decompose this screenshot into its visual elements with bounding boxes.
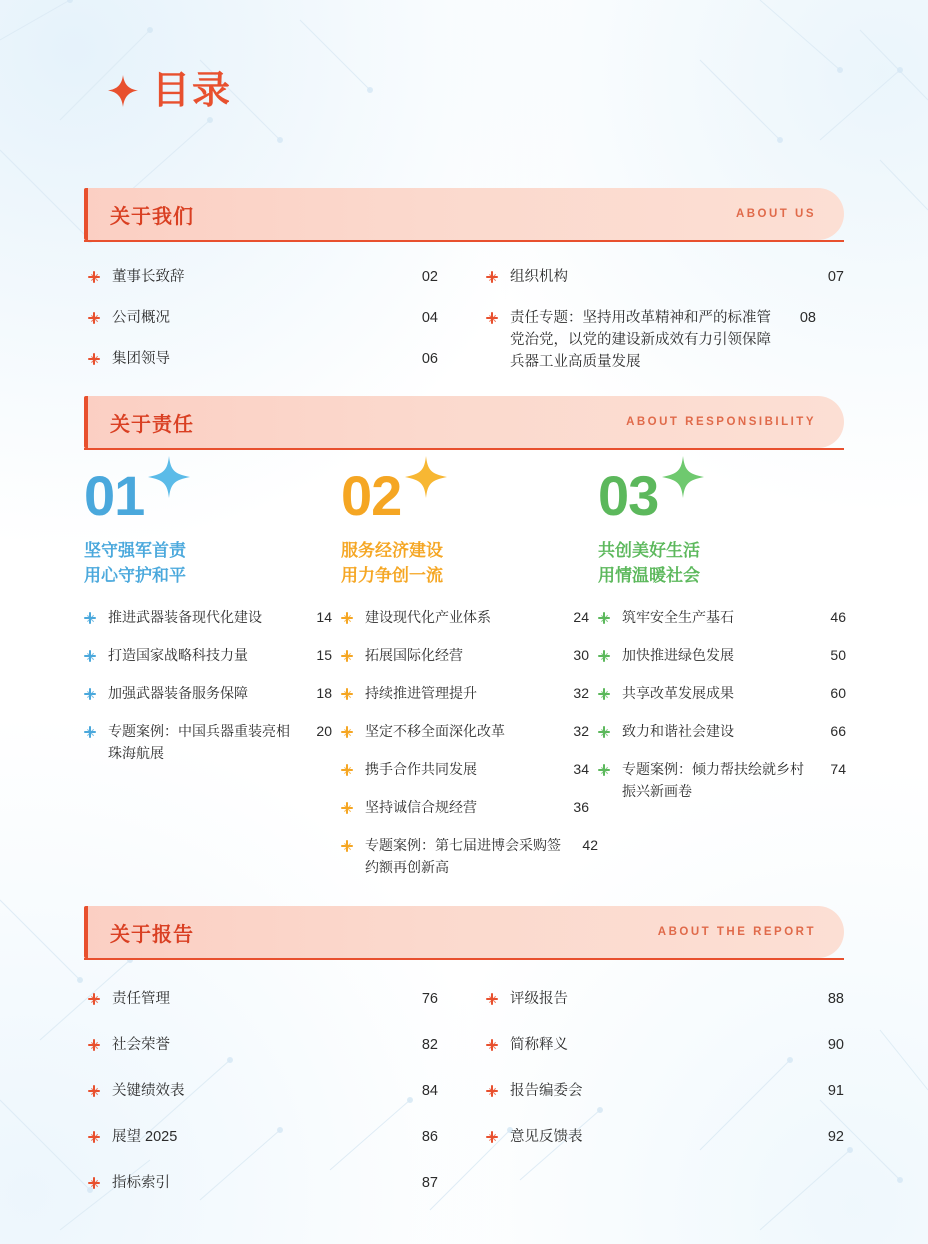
pillar-heading-line2: 用心守护和平 — [84, 566, 186, 585]
section-rule-about-us — [84, 240, 844, 242]
sparkle-icon — [108, 75, 138, 107]
toc-entry-page: 32 — [573, 723, 589, 739]
pillar-heading-line2: 用情温暖社会 — [598, 566, 700, 585]
toc-list-about-us-right — [486, 266, 844, 390]
toc-entry-label: 简称释义 — [510, 1037, 568, 1053]
pillar-heading — [84, 538, 341, 588]
section-rule-about-report — [84, 958, 844, 960]
toc-entry-label: 持续推进管理提升 — [365, 685, 477, 701]
toc-entry[interactable] — [84, 720, 341, 764]
pillar-items — [341, 606, 598, 878]
toc-entry-label: 共享改革发展成果 — [622, 685, 734, 701]
page-title — [108, 72, 232, 110]
toc-entry[interactable] — [88, 1172, 438, 1196]
toc-entry[interactable] — [341, 720, 598, 744]
toc-entry-page: 06 — [421, 351, 438, 367]
toc-entry-label: 坚持诚信合规经营 — [365, 799, 477, 815]
star-bullet-icon — [598, 682, 614, 706]
toc-entry[interactable] — [88, 988, 438, 1012]
sparkle-icon — [660, 454, 706, 500]
toc-entry[interactable] — [598, 720, 855, 744]
toc-entry-label: 专题案例：倾力帮扶绘就乡村振兴新画卷 — [622, 761, 804, 799]
toc-entry[interactable] — [486, 266, 844, 290]
toc-entry-label: 报告编委会 — [510, 1083, 583, 1099]
toc-entry[interactable] — [84, 682, 341, 706]
pillar-column-03 — [598, 464, 855, 892]
toc-entry-page: 82 — [421, 1037, 438, 1053]
sparkle-icon — [146, 454, 192, 500]
section-banner-about-responsibility — [84, 396, 844, 448]
section-banner-about-us — [84, 188, 844, 240]
section-rule-about-responsibility — [84, 448, 844, 450]
toc-entry-label: 意见反馈表 — [510, 1129, 583, 1145]
toc-entry-page: 76 — [421, 991, 438, 1007]
toc-entry-label: 筑牢安全生产基石 — [622, 609, 734, 625]
star-bullet-icon — [486, 266, 502, 290]
toc-entry[interactable] — [486, 1080, 844, 1104]
toc-entry-label: 专题案例：中国兵器重装亮相珠海航展 — [108, 723, 290, 761]
star-bullet-icon — [88, 348, 104, 372]
toc-entry-page: 86 — [421, 1129, 438, 1145]
pillar-heading-line1: 坚守强军首责 — [84, 541, 186, 560]
section-title-cn: 关于报告 — [110, 923, 194, 946]
star-bullet-icon — [88, 307, 104, 331]
toc-entry-page: 46 — [830, 609, 846, 625]
toc-entry-label: 展望 2025 — [112, 1129, 178, 1145]
star-bullet-icon — [84, 720, 100, 744]
toc-entry-page: 20 — [316, 723, 332, 739]
toc-entry-page: 24 — [573, 609, 589, 625]
toc-entry-label: 评级报告 — [510, 991, 568, 1007]
pillar-items — [598, 606, 855, 802]
toc-entry-page: 14 — [316, 609, 332, 625]
toc-entry-label: 组织机构 — [510, 269, 568, 285]
toc-entry-label: 责任专题：坚持用改革精神和严的标准管党治党，以党的建设新成效有力引领保障兵器工业高质量发展 — [510, 310, 771, 370]
toc-entry-page: 90 — [827, 1037, 844, 1053]
star-bullet-icon — [84, 606, 100, 630]
pillar-number: 02 — [341, 464, 402, 527]
toc-entry-page: 87 — [421, 1175, 438, 1191]
section-title-cn: 关于我们 — [110, 205, 194, 228]
toc-entry-page: 84 — [421, 1083, 438, 1099]
toc-entry-page: 66 — [830, 723, 846, 739]
toc-entry-page: 32 — [573, 685, 589, 701]
star-bullet-icon — [598, 758, 614, 782]
pillar-heading-line2: 用力争创一流 — [341, 566, 443, 585]
pillar-heading-line1: 共创美好生活 — [598, 541, 700, 560]
pillar-heading-line1: 服务经济建设 — [341, 541, 443, 560]
toc-entry[interactable] — [341, 758, 598, 782]
toc-entry-label: 加强武器装备服务保障 — [108, 685, 248, 701]
pillar-column-02 — [341, 464, 598, 892]
star-bullet-icon — [88, 266, 104, 290]
toc-list-about-report-left — [88, 988, 438, 1218]
star-bullet-icon — [341, 682, 357, 706]
star-bullet-icon — [341, 758, 357, 782]
toc-entry-label: 董事长致辞 — [112, 269, 185, 285]
toc-entry-label: 专题案例：第七届进博会采购签约额再创新高 — [365, 837, 561, 875]
pillar-heading — [341, 538, 598, 588]
toc-entry[interactable] — [88, 348, 438, 372]
toc-list-about-us-left — [88, 266, 438, 389]
toc-entry-page: 34 — [573, 761, 589, 777]
toc-entry-label: 致力和谐社会建设 — [622, 723, 734, 739]
star-bullet-icon — [341, 834, 357, 858]
toc-entry-page: 50 — [830, 647, 846, 663]
toc-entry-label: 坚定不移全面深化改革 — [365, 723, 505, 739]
star-bullet-icon — [486, 307, 502, 331]
toc-list-about-report-right — [486, 988, 844, 1172]
toc-entry-page: 91 — [827, 1083, 844, 1099]
star-bullet-icon — [486, 1034, 502, 1058]
toc-entry-label: 集团领导 — [112, 351, 170, 367]
toc-entry[interactable] — [598, 682, 855, 706]
toc-entry-label: 打造国家战略科技力量 — [108, 647, 248, 663]
section-banner-about-report — [84, 906, 844, 958]
star-bullet-icon — [598, 720, 614, 744]
toc-entry[interactable] — [486, 307, 844, 373]
toc-entry-page: 04 — [421, 310, 438, 326]
toc-entry-page: 92 — [827, 1129, 844, 1145]
toc-entry[interactable] — [341, 682, 598, 706]
pillar-columns — [84, 464, 856, 892]
star-bullet-icon — [88, 1080, 104, 1104]
star-bullet-icon — [598, 644, 614, 668]
toc-entry-label: 关键绩效表 — [112, 1083, 185, 1099]
toc-entry[interactable] — [341, 796, 598, 820]
pillar-number: 03 — [598, 464, 659, 527]
toc-entry-page: 07 — [827, 269, 844, 285]
star-bullet-icon — [486, 988, 502, 1012]
toc-entry-page: 42 — [582, 837, 598, 853]
toc-entry[interactable] — [598, 644, 855, 668]
toc-entry-label: 携手合作共同发展 — [365, 761, 477, 777]
star-bullet-icon — [88, 1034, 104, 1058]
toc-entry-page: 18 — [316, 685, 332, 701]
toc-entry[interactable] — [341, 606, 598, 630]
toc-entry[interactable] — [88, 1080, 438, 1104]
toc-entry-page: 60 — [830, 685, 846, 701]
section-title-en: ABOUT RESPONSIBILITY — [626, 416, 816, 428]
star-bullet-icon — [598, 606, 614, 630]
toc-entry-label: 推进武器装备现代化建设 — [108, 609, 262, 625]
toc-entry[interactable] — [341, 644, 598, 668]
star-bullet-icon — [486, 1126, 502, 1150]
toc-entry-label: 指标索引 — [112, 1175, 170, 1191]
toc-entry[interactable] — [84, 606, 341, 630]
toc-entry[interactable] — [598, 606, 855, 630]
pillar-column-01 — [84, 464, 341, 892]
toc-entry-label: 加快推进绿色发展 — [622, 647, 734, 663]
toc-entry-label: 社会荣誉 — [112, 1037, 170, 1053]
toc-entry[interactable] — [341, 834, 598, 878]
toc-entry-page: 08 — [799, 310, 816, 326]
section-title-en: ABOUT THE REPORT — [657, 926, 816, 938]
star-bullet-icon — [88, 988, 104, 1012]
star-bullet-icon — [486, 1080, 502, 1104]
toc-entry[interactable] — [88, 307, 438, 331]
toc-entry[interactable] — [486, 1034, 844, 1058]
toc-entry-label: 拓展国际化经营 — [365, 647, 463, 663]
page-title-text: 目录 — [152, 70, 233, 112]
star-bullet-icon — [341, 720, 357, 744]
pillar-items — [84, 606, 341, 764]
toc-entry[interactable] — [84, 644, 341, 668]
star-bullet-icon — [88, 1172, 104, 1196]
toc-entry[interactable] — [598, 758, 855, 802]
pillar-heading — [598, 538, 855, 588]
toc-entry-page: 74 — [830, 761, 846, 777]
toc-entry-label: 公司概况 — [112, 310, 170, 326]
star-bullet-icon — [84, 682, 100, 706]
star-bullet-icon — [341, 796, 357, 820]
pillar-number: 01 — [84, 464, 145, 527]
toc-entry[interactable] — [88, 266, 438, 290]
toc-entry-page: 30 — [573, 647, 589, 663]
section-title-en: ABOUT US — [735, 208, 816, 220]
star-bullet-icon — [341, 644, 357, 668]
toc-entry-page: 02 — [421, 269, 438, 285]
star-bullet-icon — [84, 644, 100, 668]
toc-entry[interactable] — [88, 1126, 438, 1150]
toc-entry[interactable] — [88, 1034, 438, 1058]
sparkle-icon — [403, 454, 449, 500]
star-bullet-icon — [88, 1126, 104, 1150]
section-title-cn: 关于责任 — [110, 413, 194, 436]
toc-entry-label: 责任管理 — [112, 991, 170, 1007]
toc-entry-page: 88 — [827, 991, 844, 1007]
toc-entry[interactable] — [486, 988, 844, 1012]
toc-entry-label: 建设现代化产业体系 — [365, 609, 491, 625]
toc-entry-page: 15 — [316, 647, 332, 663]
toc-entry-page: 36 — [573, 799, 589, 815]
toc-entry[interactable] — [486, 1126, 844, 1150]
star-bullet-icon — [341, 606, 357, 630]
